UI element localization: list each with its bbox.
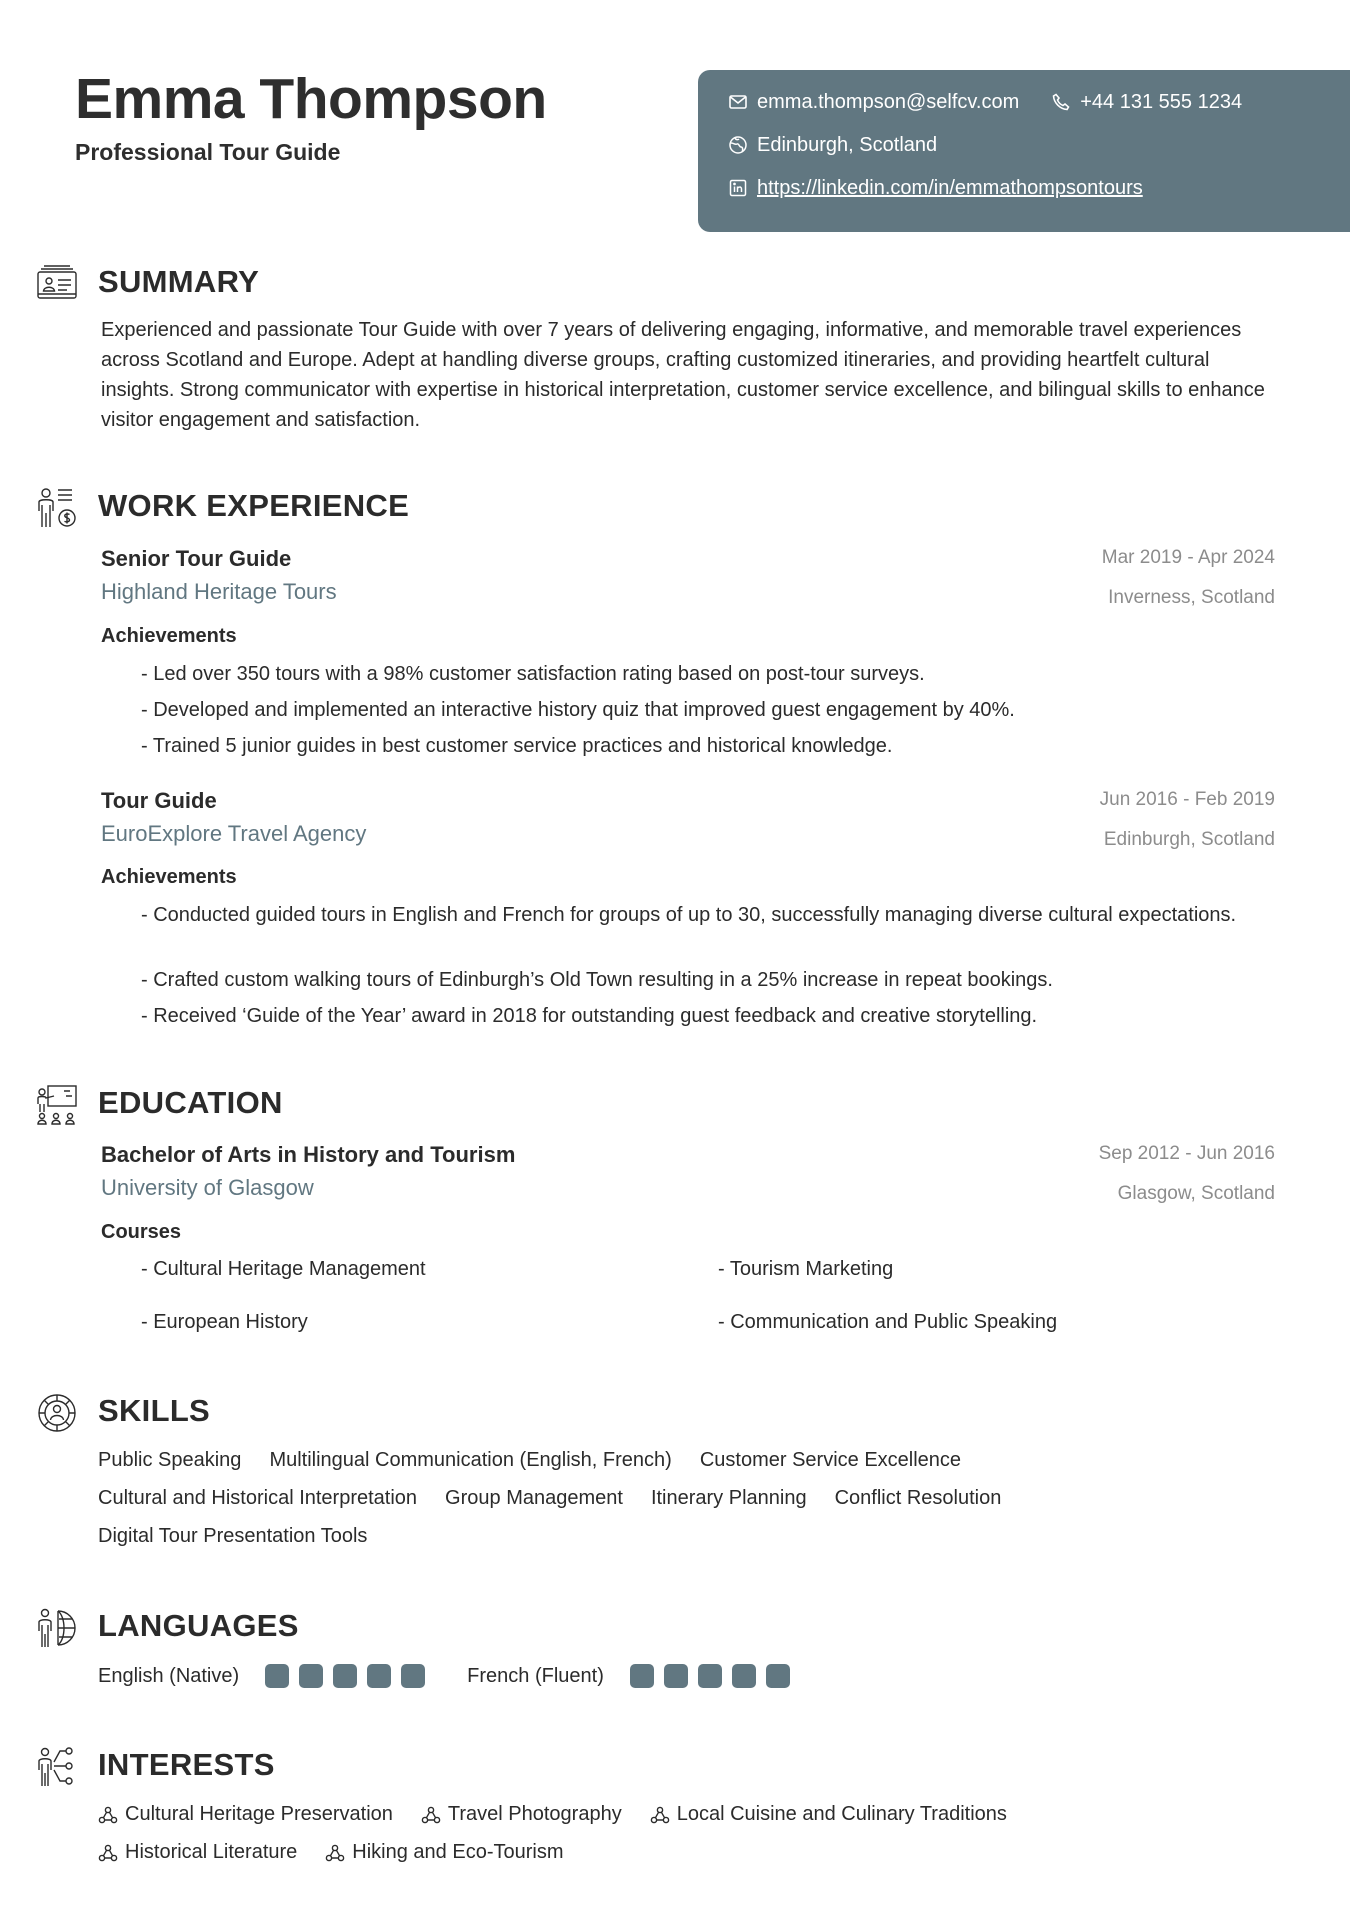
contact-phone[interactable] bbox=[1051, 91, 1242, 114]
achievement-item: - Received ‘Guide of the Year’ award in 2018 for outstanding guest feedback and creative storytelling. bbox=[141, 1005, 1038, 1027]
interest-label: Historical Literature bbox=[125, 1841, 298, 1863]
course-item: - European History bbox=[141, 1311, 308, 1333]
course-item: - Tourism Marketing bbox=[718, 1258, 894, 1280]
globe-icon bbox=[728, 135, 748, 155]
linkedin-icon bbox=[728, 178, 748, 198]
envelope-icon bbox=[728, 92, 748, 112]
language-level-dot bbox=[698, 1664, 722, 1688]
courses-label: Courses bbox=[101, 1221, 182, 1243]
achievement-item: - Crafted custom walking tours of Edinburgh’s Old Town resulting in a 25% increase in repeat bookings. bbox=[141, 969, 1053, 991]
achievements-label: Achievements bbox=[101, 866, 237, 888]
language-name: French (Fluent) bbox=[467, 1664, 604, 1687]
contact-location bbox=[728, 134, 937, 157]
contact-email[interactable] bbox=[728, 91, 1019, 114]
candidate-name: Emma Thompson bbox=[75, 67, 547, 131]
molecule-icon bbox=[98, 1844, 118, 1862]
interest-label: Local Cuisine and Culinary Traditions bbox=[676, 1803, 1007, 1825]
molecule-icon bbox=[650, 1806, 670, 1824]
candidate-title: Professional Tour Guide bbox=[75, 139, 341, 165]
contact-linkedin[interactable] bbox=[728, 177, 1143, 200]
skills-row bbox=[98, 1449, 961, 1472]
course-item: - Cultural Heritage Management bbox=[141, 1258, 426, 1280]
language-level-dot bbox=[333, 1664, 357, 1688]
interests-heading: INTERESTS bbox=[98, 1747, 275, 1782]
skills-row bbox=[98, 1487, 1001, 1510]
worker-salary-icon bbox=[36, 487, 78, 529]
job-location: Edinburgh, Scotland bbox=[1103, 829, 1275, 850]
job-company: EuroExplore Travel Agency bbox=[101, 821, 367, 846]
education-dates: Sep 2012 - Jun 2016 bbox=[1098, 1143, 1275, 1164]
interest-label: Cultural Heritage Preservation bbox=[125, 1803, 393, 1825]
skill-item: Group Management bbox=[445, 1487, 623, 1509]
language-level-dot bbox=[664, 1664, 688, 1688]
job-title: Senior Tour Guide bbox=[101, 546, 292, 571]
language-name: English (Native) bbox=[98, 1664, 240, 1687]
interest-item bbox=[98, 1841, 297, 1864]
id-card-icon bbox=[36, 263, 78, 305]
language-level-dots bbox=[630, 1664, 790, 1688]
interest-item bbox=[421, 1803, 622, 1826]
achievement-item: - Trained 5 junior guides in best customer service practices and historical knowledge. bbox=[141, 735, 893, 757]
achievements-label: Achievements bbox=[101, 625, 237, 647]
job-location: Inverness, Scotland bbox=[1108, 587, 1275, 608]
school-name: University of Glasgow bbox=[101, 1175, 314, 1200]
achievement-item: - Led over 350 tours with a 98% customer satisfaction rating based on post-tour surveys. bbox=[141, 663, 925, 685]
contact-panel bbox=[698, 70, 1350, 232]
education-heading: EDUCATION bbox=[98, 1085, 283, 1120]
course-item: - Communication and Public Speaking bbox=[718, 1311, 1058, 1333]
job-title: Tour Guide bbox=[101, 788, 217, 813]
skill-item: Customer Service Excellence bbox=[699, 1449, 962, 1471]
summary-heading: SUMMARY bbox=[98, 264, 260, 299]
contact-row-1 bbox=[728, 88, 1274, 116]
skill-item: Public Speaking bbox=[98, 1449, 242, 1471]
molecule-icon bbox=[325, 1844, 345, 1862]
location-text: Edinburgh, Scotland bbox=[757, 133, 938, 156]
job-company: Highland Heritage Tours bbox=[101, 579, 337, 604]
achievement-item: - Conducted guided tours in English and French for groups of up to 30, successfully managing diverse cultural expectations. bbox=[141, 904, 1237, 926]
interest-label: Hiking and Eco-Tourism bbox=[352, 1841, 564, 1863]
interest-label: Travel Photography bbox=[447, 1803, 622, 1825]
skills-row bbox=[98, 1525, 367, 1548]
job-dates: Jun 2016 - Feb 2019 bbox=[1099, 789, 1275, 810]
molecule-icon bbox=[421, 1806, 441, 1824]
job-dates: Mar 2019 - Apr 2024 bbox=[1101, 547, 1275, 568]
language-level-dot bbox=[766, 1664, 790, 1688]
languages-heading: LANGUAGES bbox=[98, 1608, 299, 1643]
interest-item bbox=[650, 1803, 1007, 1826]
language-level-dot bbox=[401, 1664, 425, 1688]
language-level-dot bbox=[630, 1664, 654, 1688]
interest-item bbox=[325, 1841, 563, 1864]
contact-row-3 bbox=[728, 174, 1175, 202]
language-level-dot bbox=[367, 1664, 391, 1688]
skill-item: Conflict Resolution bbox=[834, 1487, 1002, 1509]
contact-row-2 bbox=[728, 131, 969, 159]
skill-item: Multilingual Communication (English, French) bbox=[269, 1449, 672, 1471]
summary-text: Experienced and passionate Tour Guide with over 7 years of delivering engaging, informative, and memorable travel experiences across Scotland and Europe. Adept at handling diverse groups, crafting customized itineraries, and providing heartfelt cultural insights. Strong communicator with expertise in historical interpretation, customer service excellence, and bilingual skills to enhance visitor engagement and satisfaction. bbox=[101, 319, 1265, 431]
language-level-dot bbox=[299, 1664, 323, 1688]
person-globe-icon bbox=[36, 1607, 78, 1649]
skills-heading: SKILLS bbox=[98, 1393, 211, 1428]
interests-row bbox=[98, 1803, 1007, 1826]
interests-row bbox=[98, 1841, 564, 1864]
language-level-dot bbox=[732, 1664, 756, 1688]
network-brain-icon bbox=[36, 1392, 78, 1434]
email-text: emma.thompson@selfcv.com bbox=[757, 90, 1020, 113]
person-ideas-icon bbox=[36, 1746, 78, 1788]
language-level-dot bbox=[265, 1664, 289, 1688]
phone-icon bbox=[1051, 92, 1071, 112]
classroom-icon bbox=[36, 1084, 78, 1126]
achievement-item: - Developed and implemented an interactive history quiz that improved guest engagement by 40%. bbox=[141, 699, 1015, 721]
skill-item: Itinerary Planning bbox=[650, 1487, 807, 1509]
experience-heading: WORK EXPERIENCE bbox=[98, 488, 410, 523]
molecule-icon bbox=[98, 1806, 118, 1824]
education-location: Glasgow, Scotland bbox=[1117, 1183, 1275, 1204]
language-level-dots bbox=[265, 1664, 425, 1688]
interest-item bbox=[98, 1803, 393, 1826]
skill-item: Digital Tour Presentation Tools bbox=[98, 1525, 368, 1547]
degree-title: Bachelor of Arts in History and Tourism bbox=[101, 1142, 516, 1167]
phone-text: +44 131 555 1234 bbox=[1080, 90, 1243, 113]
languages-row bbox=[98, 1664, 832, 1688]
linkedin-link[interactable]: https://linkedin.com/in/emmathompsontours bbox=[757, 176, 1143, 199]
skill-item: Cultural and Historical Interpretation bbox=[98, 1487, 418, 1509]
